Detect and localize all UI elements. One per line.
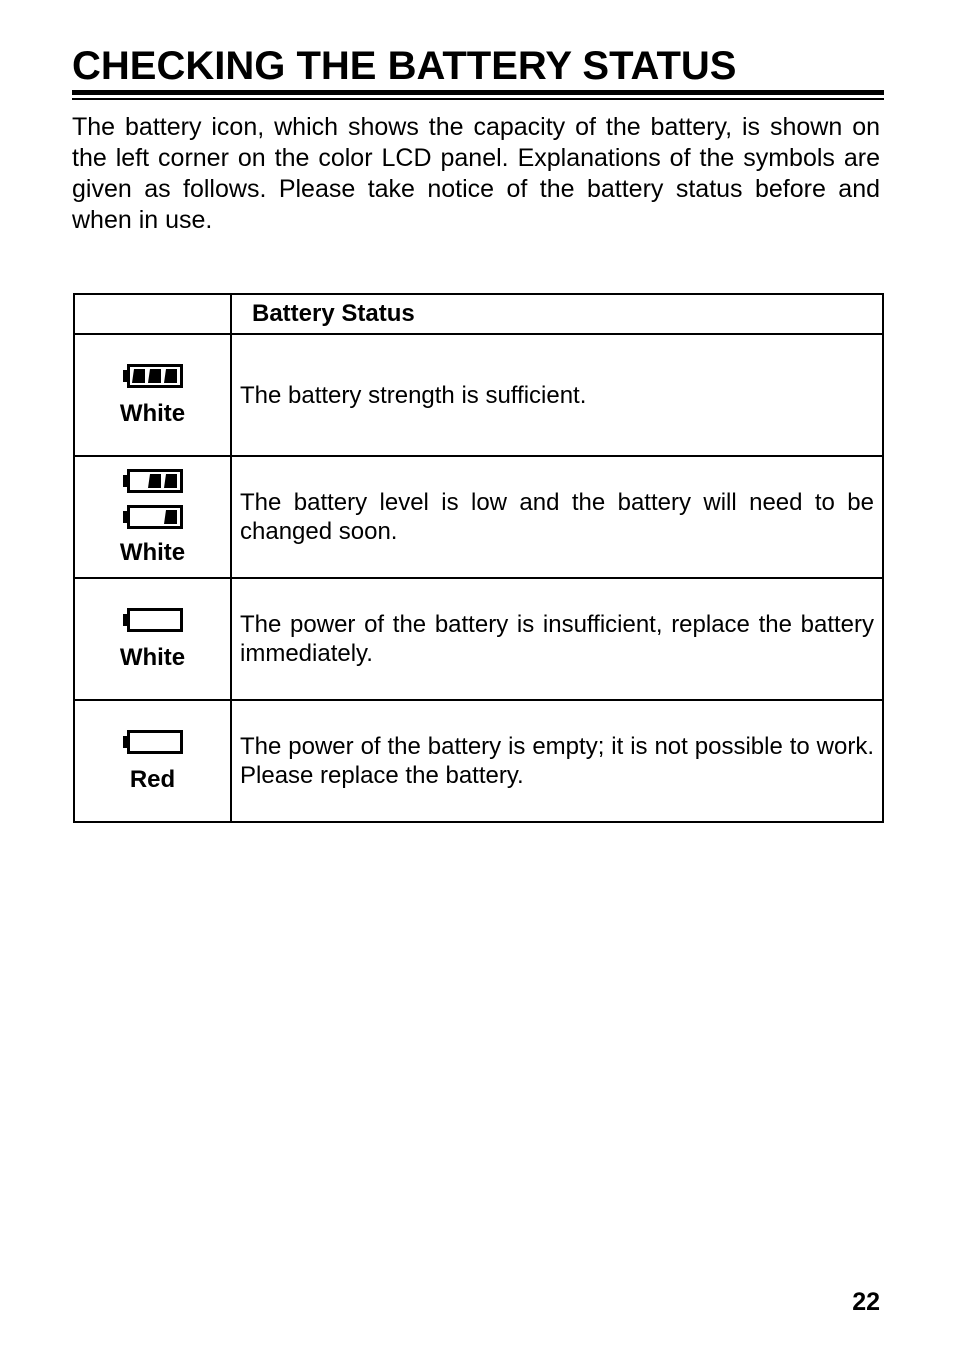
color-label: White (119, 644, 186, 671)
status-description: The battery strength is sufficient. (231, 334, 883, 456)
page-number: 22 (852, 1288, 880, 1316)
icon-cell (74, 334, 231, 456)
battery-body (128, 732, 181, 753)
battery-empty-icon (123, 607, 183, 633)
battery-terminal (123, 475, 127, 487)
battery-bar (164, 510, 177, 524)
title-rule-thick (72, 90, 884, 95)
status-description: The power of the battery is insufficient, replace the battery immediately. (231, 578, 883, 700)
table-header-row (74, 294, 883, 334)
battery-one-bar-icon (123, 504, 183, 530)
battery-empty-icon (123, 729, 183, 755)
battery-bar (132, 369, 145, 383)
battery-bar (148, 474, 161, 488)
page-title: CHECKING THE BATTERY STATUS (72, 44, 737, 88)
table-row (74, 456, 883, 578)
battery-terminal (123, 614, 127, 626)
header-blank-cell (74, 294, 231, 334)
battery-status-table (73, 293, 898, 823)
intro-paragraph: The battery icon, which shows the capacity of the battery, is shown on the left corner on the color LCD panel. Explanations of the symbols are given as follows. Please take notice of the battery status before and when in use. (72, 113, 880, 234)
battery-terminal (123, 370, 127, 382)
battery-terminal (123, 736, 127, 748)
table-row (74, 700, 883, 822)
battery-two-bars-icon (123, 468, 183, 494)
color-label: White (119, 539, 186, 566)
title-rule-thin (72, 98, 884, 100)
battery-bar (164, 474, 177, 488)
icon-cell (74, 700, 231, 822)
color-label: Red (129, 766, 176, 793)
battery-terminal (123, 511, 127, 523)
table-row (74, 334, 883, 456)
battery-full-icon (123, 363, 183, 389)
header-battery-status: Battery Status (231, 294, 883, 334)
status-description: The battery level is low and the battery will need to be changed soon. (231, 456, 883, 578)
icon-cell (74, 456, 231, 578)
status-description: The power of the battery is empty; it is not possible to work. Please replace the battery. (231, 700, 883, 822)
icon-cell (74, 578, 231, 700)
battery-body (128, 610, 181, 631)
battery-bar (164, 369, 177, 383)
color-label: White (119, 400, 186, 427)
battery-bar (148, 369, 161, 383)
table-row (74, 578, 883, 700)
